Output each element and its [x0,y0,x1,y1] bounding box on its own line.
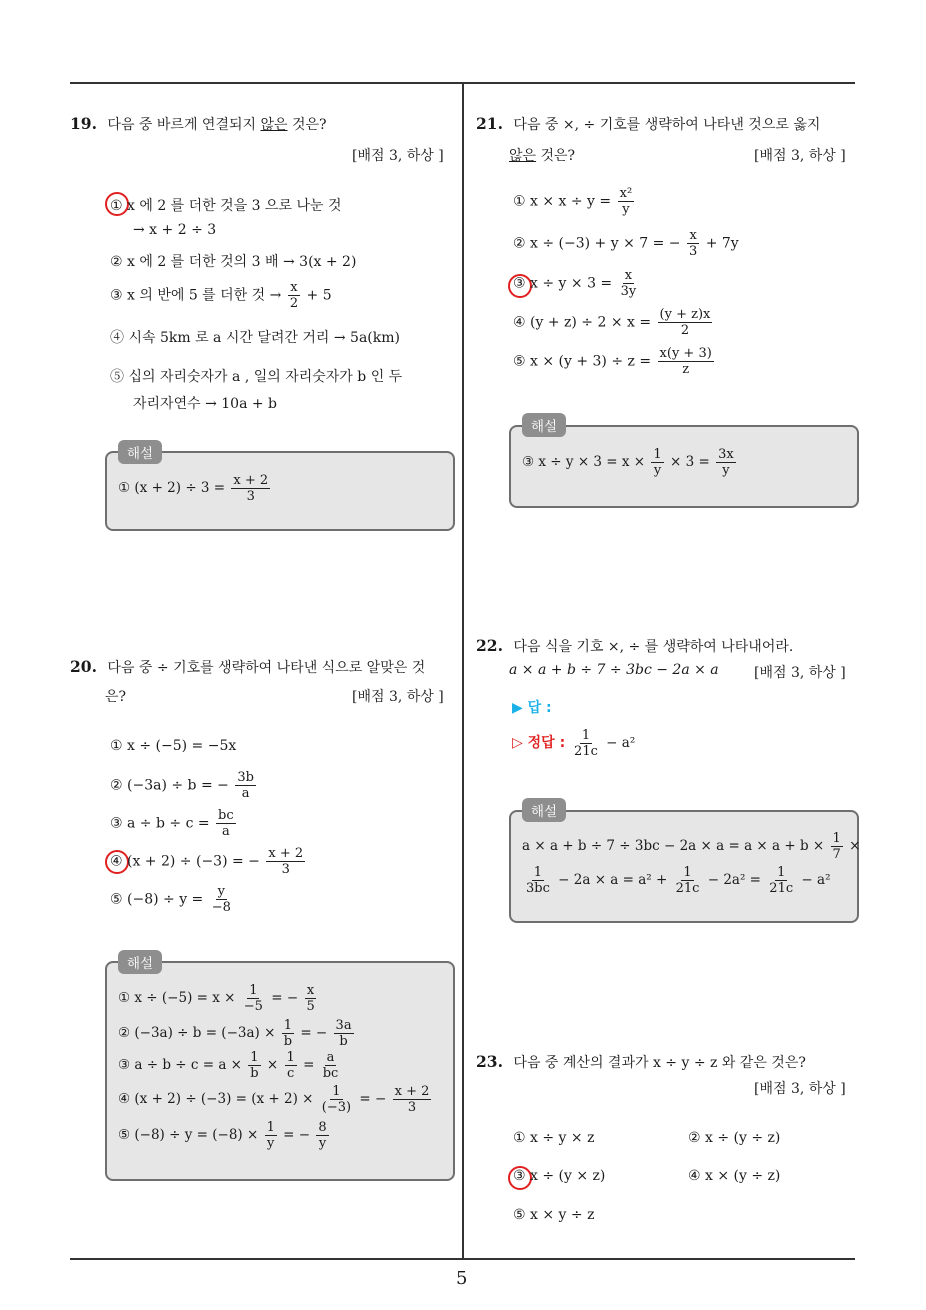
question-20 [70,655,455,681]
question-number: 19. [70,114,97,133]
question-text: 다음 중 계산의 결과가 x ÷ y ÷ z 와 같은 것은? [513,1055,806,1071]
option-1[interactable]: ① x 에 2 를 더한 것을 3 으로 나눈 것 [110,198,342,214]
option-3[interactable]: ③ x ÷ (y × z) [513,1168,606,1184]
column-divider [462,84,464,1258]
question-text: 다음 중 바르게 연결되지 않은 것은? [107,117,327,133]
solution-text: ③ x ÷ y × 3 = x × $\frac{1}{y}$ × 3 = $\frac{3x}{y}$ [522,447,734,478]
question-text: 다음 식을 기호 ×, ÷ 를 생략하여 나타내어라. [513,639,794,655]
question-number: 21. [476,114,503,133]
option-2[interactable]: ② (−3a) ÷ b = − $\frac{3b}{a}$ [110,770,254,801]
solution-line-3: ③ a ÷ b ÷ c = a × $\frac{1}{b}$ × $\frac{1}{c}$ = $\frac{a}{bc}$ [118,1050,339,1081]
solution-line-2: $\frac{1}{3bc}$ − 2a × a = a² + $\frac{1}{21c}$ − 2a² = $\frac{1}{21c}$ − a² [526,865,831,896]
option-5[interactable]: ⑤ 십의 자리숫자가 a , 일의 자리숫자가 b 인 두 [110,369,403,385]
question-number: 23. [476,1052,503,1071]
question-19 [70,112,455,138]
option-3[interactable]: ③ x ÷ y × 3 = $\frac{x}{3y}$ [513,268,637,299]
score-meta: [배점 3, 하상 ] [352,148,444,164]
option-1[interactable]: ① x × x ÷ y = $\frac{\text{x²}}{y}$ [513,186,633,217]
page-number: 5 [456,1268,468,1289]
question-text: 다음 중 ÷ 기호를 생략하여 나타낸 식으로 알맞은 것 [107,660,426,676]
option-4[interactable]: ④ (x + 2) ÷ (−3) = − $\frac{x + 2}{3}$ [110,846,304,877]
solution-tag: 해설 [522,798,566,822]
solution-line-1: a × a + b ÷ 7 ÷ 3bc − 2a × a = a × a + b × $\frac{1}{7}$ × [522,831,861,862]
question-number: 22. [476,636,503,655]
option-4[interactable]: ④ 시속 5km 로 a 시간 달려간 거리 → 5a(km) [110,330,400,346]
question-text: 다음 중 ×, ÷ 기호를 생략하여 나타낸 것으로 옳지 [513,117,821,133]
solution-tag: 해설 [522,413,566,437]
solution-text: ① (x + 2) ÷ 3 = $\frac{x + 2}{3}$ [118,473,269,504]
question-text-cont: 않은 것은? [509,148,576,164]
score-meta: [배점 3, 하상 ] [754,665,846,681]
correct-answer: ▷ 정답 : $\frac{1}{21c}$ − a² [512,728,636,759]
option-1[interactable]: ① x ÷ (−5) = −5x [110,738,237,754]
option-5[interactable]: ⑤ (−8) ÷ y = $\frac{y}{-8}$ [110,884,231,915]
question-23 [476,1050,861,1076]
option-3[interactable]: ③ a ÷ b ÷ c = $\frac{bc}{a}$ [110,808,234,839]
option-2[interactable]: ② x 에 2 를 더한 것의 3 배 → 3(x + 2) [110,254,357,270]
question-text-cont: 은? [105,689,127,705]
bottom-rule [70,1258,855,1260]
option-2[interactable]: ② x ÷ (y ÷ z) [688,1130,781,1146]
option-5[interactable]: ⑤ x × (y + 3) ÷ z = $\frac{x(y + 3)}{z}$ [513,346,712,377]
score-meta: [배점 3, 하상 ] [754,1081,846,1097]
solution-line-2: ② (−3a) ÷ b = (−3a) × $\frac{1}{b}$ = − $\frac{3a}{b}$ [118,1018,352,1049]
option-3[interactable]: ③ x 의 반에 5 를 더한 것 → $\frac{x}{2}$ + 5 [110,280,332,311]
question-21 [476,112,861,138]
solution-line-1: ① x ÷ (−5) = x × $\frac{1}{-5}$ = − $\frac{x}{5}$ [118,983,315,1014]
option-5[interactable]: ⑤ x × y ÷ z [513,1207,595,1223]
option-5-cont: 자리자연수 → 10a + b [133,396,278,412]
option-4[interactable]: ④ (y + z) ÷ 2 × x = $\frac{(y + z)x}{2}$ [513,307,711,338]
solution-tag: 해설 [118,950,162,974]
solution-line-5: ⑤ (−8) ÷ y = (−8) × $\frac{1}{y}$ = − $\frac{8}{y}$ [118,1120,327,1151]
option-1-cont: → x + 2 ÷ 3 [133,222,217,238]
score-meta: [배점 3, 하상 ] [754,148,846,164]
question-22 [476,634,861,660]
option-1[interactable]: ① x ÷ y × z [513,1130,595,1146]
solution-tag: 해설 [118,440,162,464]
question-number: 20. [70,657,97,676]
option-4[interactable]: ④ x × (y ÷ z) [688,1168,781,1184]
expression: a × a + b ÷ 7 ÷ 3bc − 2a × a [509,662,719,678]
score-meta: [배점 3, 하상 ] [352,689,444,705]
solution-line-4: ④ (x + 2) ÷ (−3) = (x + 2) × $\frac{1}{(-3)}$ = − $\frac{x + 2}{3}$ [118,1084,430,1115]
answer-label: ▶ 답 : [512,700,552,716]
option-2[interactable]: ② x ÷ (−3) + y × 7 = − $\frac{x}{3}$ + 7y [513,228,739,259]
